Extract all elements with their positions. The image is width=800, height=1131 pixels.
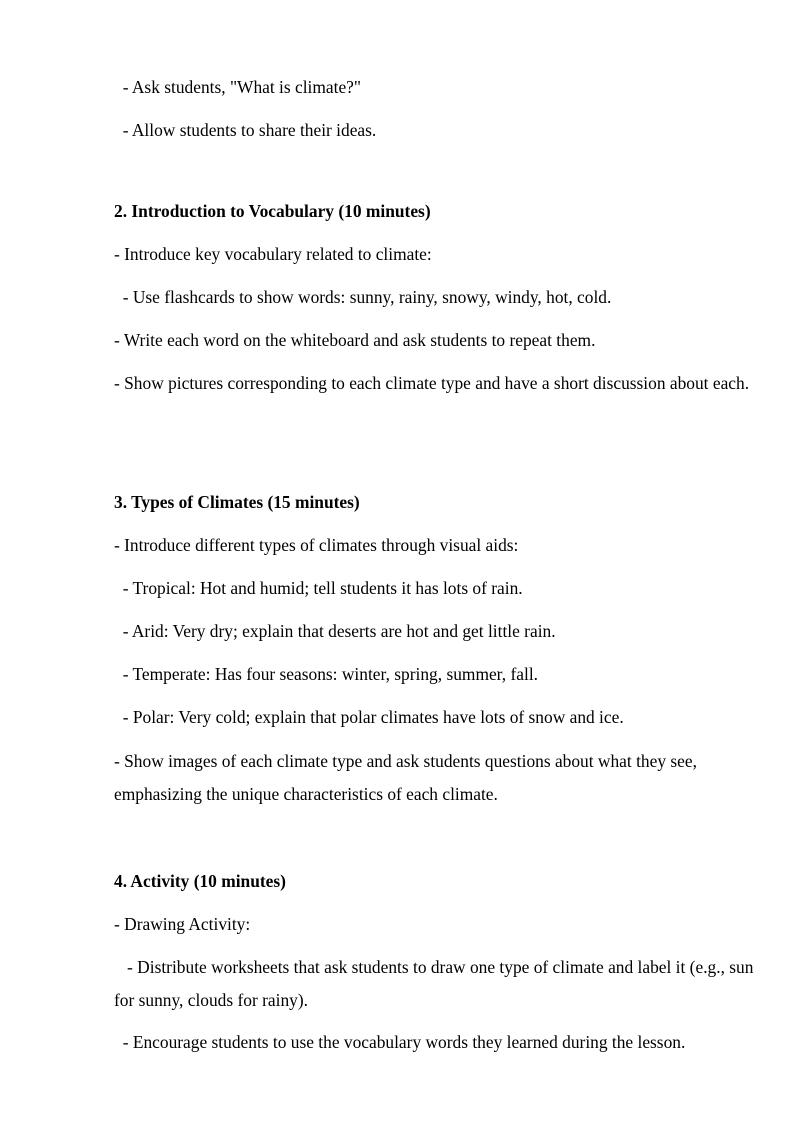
list-item: - Introduce different types of climates through visual aids: xyxy=(114,535,519,555)
list-item: - Write each word on the whiteboard and ask students to repeat them. xyxy=(114,330,596,350)
list-item: - Drawing Activity: xyxy=(114,914,251,934)
list-item: - Distribute worksheets that ask students to draw one type of climate and label it (e.g., sun for sunny, clouds for rainy). xyxy=(114,957,758,1010)
list-item: - Use flashcards to show words: sunny, rainy, snowy, windy, hot, cold. xyxy=(114,287,612,307)
section-heading-types-of-climates: 3. Types of Climates (15 minutes) xyxy=(114,492,360,512)
section-heading-vocabulary: 2. Introduction to Vocabulary (10 minutes) xyxy=(114,201,431,221)
list-item: - Introduce key vocabulary related to climate: xyxy=(114,244,432,264)
list-item: - Show pictures corresponding to each climate type and have a short discussion about each. xyxy=(114,373,750,393)
intro-line-share-ideas: - Allow students to share their ideas. xyxy=(114,120,377,140)
list-item: - Tropical: Hot and humid; tell students it has lots of rain. xyxy=(114,578,523,598)
intro-line-ask-students: - Ask students, "What is climate?" xyxy=(114,77,361,97)
list-item: - Arid: Very dry; explain that deserts are hot and get little rain. xyxy=(114,621,556,641)
list-item: - Polar: Very cold; explain that polar climates have lots of snow and ice. xyxy=(114,707,624,727)
list-item: - Temperate: Has four seasons: winter, spring, summer, fall. xyxy=(114,664,538,684)
list-item: - Encourage students to use the vocabulary words they learned during the lesson. xyxy=(114,1032,686,1052)
list-item: - Show images of each climate type and ask students questions about what they see, emphasizing the unique characteristics of each climate. xyxy=(114,751,697,804)
section-heading-activity: 4. Activity (10 minutes) xyxy=(114,871,286,891)
